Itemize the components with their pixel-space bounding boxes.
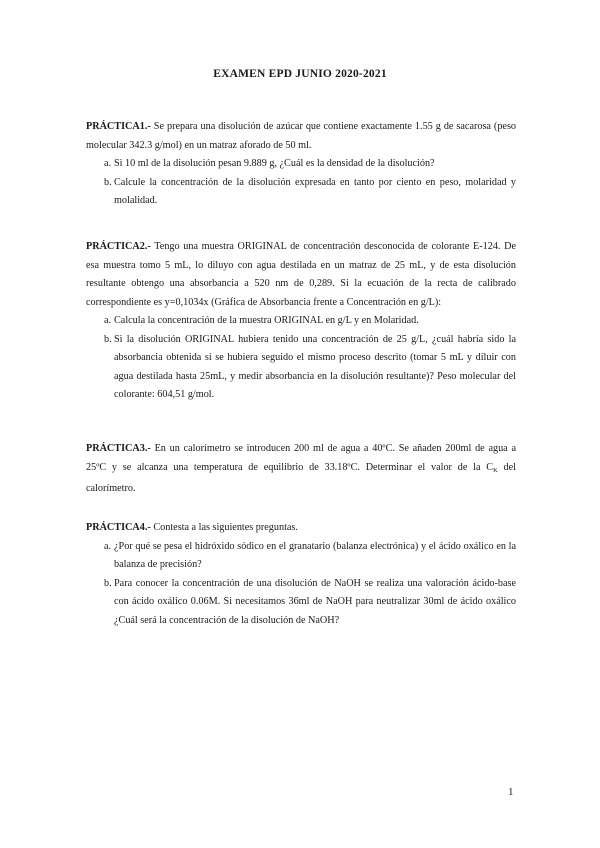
question-label: b.: [104, 333, 112, 345]
question-label: b.: [104, 176, 112, 188]
practica-1-heading: PRÁCTICA1.-: [86, 121, 151, 132]
question-item: [86, 155, 516, 174]
question-label: a.: [104, 540, 112, 552]
practica-1-questions: [86, 155, 516, 211]
practica-3-text-end: del calorímetro.: [86, 461, 516, 494]
page-title: EXAMEN EPD JUNIO 2020-2021: [213, 68, 387, 80]
practica-3-text: [86, 440, 516, 499]
question-label: a.: [104, 158, 112, 169]
question-text: Calcule la concentración de la disolución expresada en tanto por ciento en peso, molaridad y molalidad.: [114, 176, 516, 206]
practica-2-heading: PRÁCTICA2.-: [86, 241, 151, 252]
practica-2-text: Tengo una muestra ORIGINAL de concentración desconocida de colorante E-124. De esa muestra tomo 5 mL, lo diluyo con agua destilada en un matraz de 25 mL, y de esta disolución resultante obtengo una absorbancia a 520 nm de 0,289. Si la ecuación de la recta de calibrado correspondiente es y=0,1034x (Gráfica de Absorbancia frente a Concentración en g/L):: [86, 241, 516, 308]
question-label: b.: [104, 577, 112, 589]
practica-3-text-main: En un calorímetro se introducen 200 ml de agua a 40ºC. Se añaden 200ml de agua a 25ºC y se alcanza una temperatura de equilibrio de 33.18ºC. Determinar el valor de la C: [86, 443, 516, 473]
practica-1: [86, 118, 516, 211]
question-text: ¿Por qué se pesa el hidróxido sódico en el granatario (balanza electrónica) y el ácido oxálico en la balanza de precisión?: [114, 540, 516, 570]
question-text: Calcula la concentración de la muestra ORIGINAL en g/L y en Molaridad.: [114, 315, 419, 326]
page-number: 1: [508, 786, 514, 798]
question-text: Para conocer la concentración de una disolución de NaOH se realiza una valoración ácido-base con ácido oxálico 0.06M. Si necesitamos 36ml de NaOH para neutralizar 30ml de ácido oxálico ¿Cuál será la concentración de la disolución de NaOH?: [114, 577, 516, 626]
question-item: [86, 174, 516, 211]
practica-1-intro: [86, 118, 516, 155]
practica-4-heading: PRÁCTICA4.-: [86, 522, 151, 533]
practica-2-questions: [86, 312, 516, 405]
question-item: [86, 312, 516, 331]
practica-3-heading: PRÁCTICA3.-: [86, 443, 151, 454]
practica-4-questions: [86, 538, 516, 631]
question-item: [86, 331, 516, 405]
question-text: Si 10 ml de la disolución pesan 9.889 g, ¿Cuál es la densidad de la disolución?: [114, 158, 435, 169]
practica-1-text: Se prepara una disolución de azúcar que contiene exactamente 1.55 g de sacarosa (peso molecular 342.3 g/mol) en un matraz aforado de 50 ml.: [86, 121, 516, 151]
question-item: [86, 538, 516, 575]
practica-4-intro: [86, 519, 516, 538]
practica-2-intro: [86, 238, 516, 312]
practica-3: [86, 440, 516, 499]
practica-2: [86, 238, 516, 405]
question-item: [86, 575, 516, 631]
question-text: Si la disolución ORIGINAL hubiera tenido una concentración de 25 g/L, ¿cuál habría sido la absorbancia obtenida si se hubiera seguido el mismo proceso descrito (tomar 5 mL y diluir con agua destilada hasta 25mL, y medir absorbancia en la disolución resultante)? Peso molecular del colorante: 604,51 g/mol.: [114, 333, 516, 400]
practica-3-subscript: K: [493, 466, 498, 474]
practica-4: [86, 519, 516, 630]
practica-4-text: Contesta a las siguientes preguntas.: [150, 522, 298, 533]
question-label: a.: [104, 315, 112, 326]
